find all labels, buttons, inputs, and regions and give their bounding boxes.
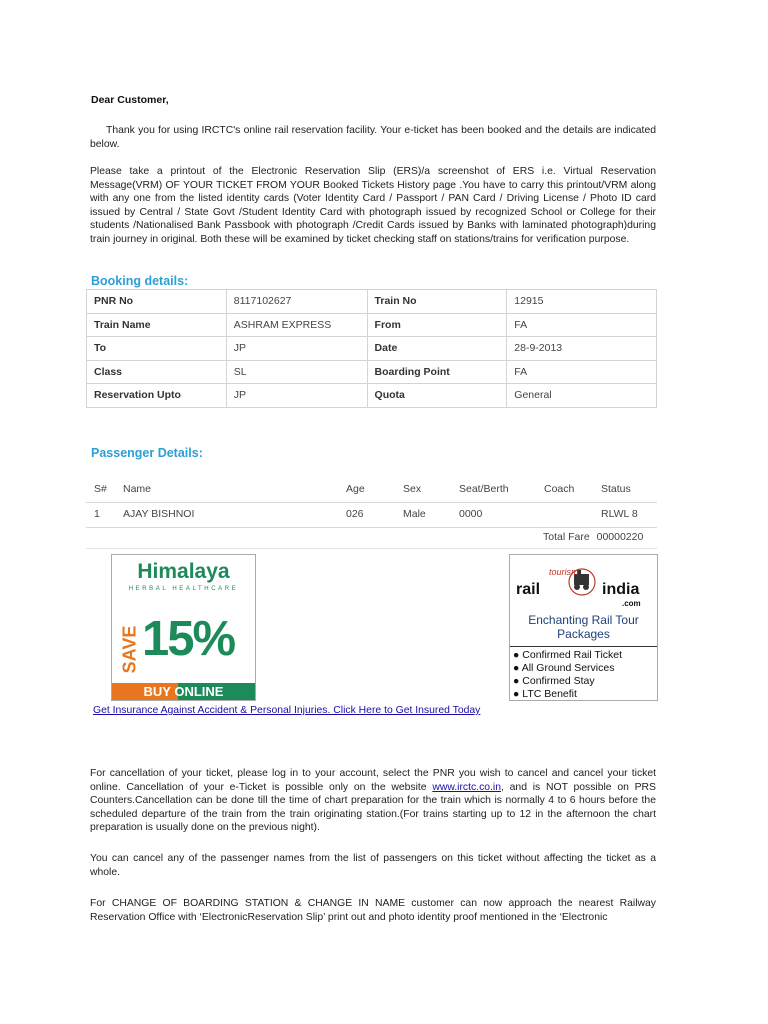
booking-field-label: From — [367, 313, 507, 337]
cancellation-paragraph: For cancellation of your ticket, please log in to your account, select the PNR you wish to cancel and cancel your ticket online. Cancellation of your e-Ticket is possible only on the website www.irctc.co.in, and is NOT possible on PRS Counters.Cancellation can be done till the time of chart preparation for the train which is normally 4 to 6 hours before the scheduled departure of the train from the train originating station.(For trains starting up to 12 in the afternoon the chart preparation is usually done on the previous night). — [90, 768, 656, 833]
change-boarding-paragraph: For CHANGE OF BOARDING STATION & CHANGE IN NAME customer can now approach the nearest Railway Reservation Office with ‘ElectronicReservation Slip’ print out and photo identity proof mentioned in the ‘Electronic — [90, 898, 656, 923]
himalaya-tagline: HERBAL HEALTHCARE — [128, 586, 239, 592]
bullet-icon: ● — [513, 675, 523, 687]
booking-row — [87, 384, 657, 408]
irctc-website-link[interactable]: www.irctc.co.in — [432, 781, 502, 793]
passenger-status: RLWL 8 — [601, 508, 638, 520]
header-status: Status — [601, 483, 631, 495]
greeting: Dear Customer, — [91, 94, 169, 106]
booking-row — [87, 360, 657, 384]
himalaya-ad-banner[interactable] — [111, 554, 256, 701]
printout-notice: Please take a printout of the Electronic Reservation Slip (ERS)/a screenshot of ERS i.e. Virtual Reservation Message(VRM) OF YOUR TICKET FROM YOUR Booked Tickets History page .You have to carry this printout/VRM along with any one from the listed identity cards (Voter Identity Card / Passport / PAN Card / Driving License / Photo ID card issued by Central / State Govt /Student Identity Card with photograph issued by recognized School or College for their students /Nationalised Bank Passbook with photograph /Credit Cards issued by Banks with laminated photograph)during train journey in original. Both these will be examined by ticket checking staff on stations/trains for verification purpose. — [90, 166, 656, 245]
himalaya-buy-online-button[interactable]: BUY ONLINE — [112, 683, 255, 700]
booking-row — [87, 313, 657, 337]
booking-field-value: 28-9-2013 — [507, 337, 657, 361]
booking-field-value: SL — [226, 360, 367, 384]
intro-paragraph: Thank you for using IRCTC's online rail reservation facility. Your e-ticket has been booked and the details are indicated below. — [90, 125, 656, 150]
booking-field-value: General — [507, 384, 657, 408]
himalaya-logo: Himalaya — [137, 560, 230, 583]
booking-field-value: FA — [507, 313, 657, 337]
passenger-row — [86, 503, 657, 528]
booking-field-value: FA — [507, 360, 657, 384]
booking-field-value: 12915 — [507, 290, 657, 314]
total-fare — [543, 531, 643, 543]
booking-field-value: 8117102627 — [226, 290, 367, 314]
passenger-header-row — [86, 478, 657, 503]
railtourism-bullet-box — [510, 646, 657, 701]
booking-row — [87, 337, 657, 361]
railtourism-ad-banner[interactable] — [509, 554, 658, 701]
passenger-table — [86, 478, 657, 528]
header-coach: Coach — [544, 483, 575, 495]
header-age: Age — [346, 483, 365, 495]
booking-field-label: Reservation Upto — [87, 384, 227, 408]
railtourism-headline: Enchanting Rail Tour Packages — [528, 613, 639, 641]
railtourism-logo: rail tourism india .com — [516, 565, 651, 605]
total-fare-label: Total Fare — [543, 531, 590, 543]
booking-field-label: PNR No — [87, 290, 227, 314]
railtourism-bullet-item: ● Confirmed Stay — [513, 675, 595, 687]
booking-field-label: Class — [87, 360, 227, 384]
total-fare-value: 00000220 — [596, 531, 644, 543]
railtourism-bullet-item: ● LTC Benefit — [513, 688, 577, 700]
booking-field-label: Train No — [367, 290, 507, 314]
booking-details-title: Booking details: — [91, 274, 189, 288]
bullet-icon: ● — [513, 649, 523, 661]
header-sn: S# — [94, 483, 107, 495]
passenger-age: 026 — [346, 508, 364, 520]
booking-field-label: To — [87, 337, 227, 361]
passenger-details-title: Passenger Details: — [91, 446, 203, 460]
booking-row — [87, 290, 657, 314]
insurance-link[interactable]: Get Insurance Against Accident & Personal Injuries. Click Here to Get Insured Today — [93, 705, 481, 716]
booking-field-label: Train Name — [87, 313, 227, 337]
booking-field-value: JP — [226, 384, 367, 408]
himalaya-percent: 15% — [142, 612, 235, 666]
passenger-name: AJAY BISHNOI — [123, 508, 195, 520]
booking-field-value: JP — [226, 337, 367, 361]
booking-field-label: Quota — [367, 384, 507, 408]
booking-field-label: Date — [367, 337, 507, 361]
bullet-icon: ● — [513, 688, 523, 700]
bullet-icon: ● — [513, 662, 522, 674]
booking-field-label: Boarding Point — [367, 360, 507, 384]
header-sex: Sex — [403, 483, 422, 495]
booking-details-table — [86, 289, 657, 408]
passenger-sex: Male — [403, 508, 426, 520]
passenger-seat: 0000 — [459, 508, 483, 520]
railtourism-bullet-item: ● All Ground Services — [513, 662, 615, 674]
header-name: Name — [123, 483, 152, 495]
partial-cancellation-paragraph: You can cancel any of the passenger names from the list of passengers on this ticket without affecting the ticket as a whole. — [90, 853, 656, 878]
header-seat: Seat/Berth — [459, 483, 509, 495]
booking-field-value: ASHRAM EXPRESS — [226, 313, 367, 337]
himalaya-save-text: SAVE — [119, 625, 140, 674]
fare-divider — [86, 548, 657, 549]
railtourism-bullet-item: ● Confirmed Rail Ticket — [513, 649, 623, 661]
passenger-sn: 1 — [94, 508, 100, 520]
